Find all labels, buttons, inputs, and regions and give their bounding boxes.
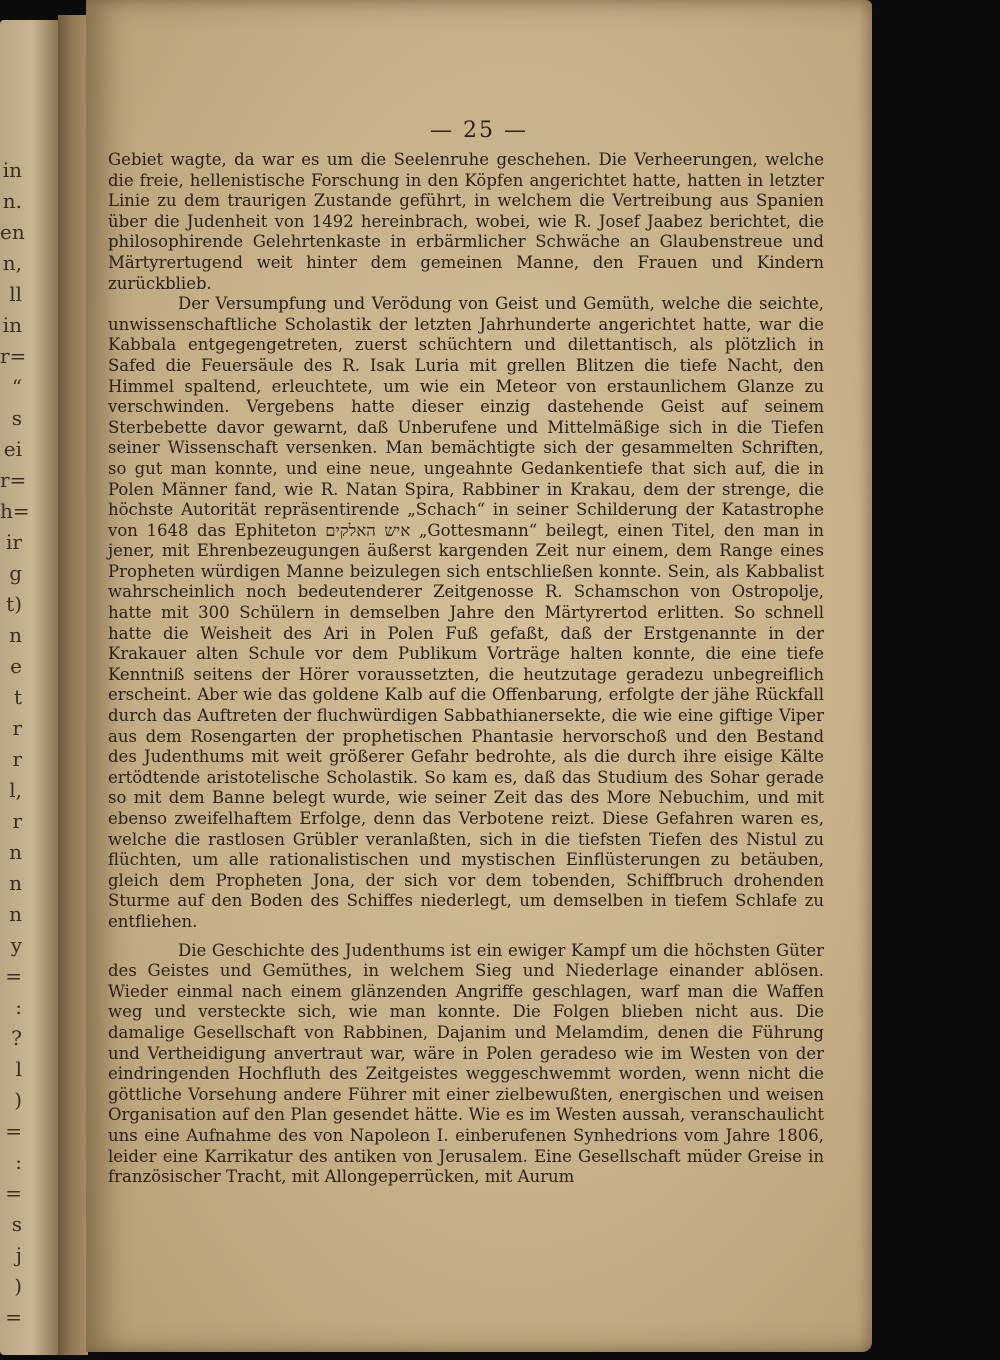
left-page-fragment: y — [10, 933, 22, 957]
paragraph-3: Die Geschichte des Judenthums ist ein ewiger Kampf um die höchsten Güter des Geistes und Gemüthes, in welchem Sieg und Niederlage einander ablösen. Wieder einmal nach einem glänzenden Angriffe geschlagen, warf man die Waffen weg und versteckte sich, wie man konnte. Die Folgen blieben nicht aus. Die damalige Gesellschaft von Rabbinen, Dajanim und Melamdim, denen die Führung und Vertheidigung anvertraut war, wäre in Polen geradeso wie im Westen von der eindringenden Hochfluth des Zeitgeistes weggeschwemmt worden, wenn nicht die göttliche Vorsehung andere Führer mit einer zielbewußten, energischen und weisen Organisation auf den Plan gesendet hätte. Wie es im Westen aussah, veranschaulicht uns eine Aufnahme des von Napoleon I. einberufenen Synhedrions vom Jahre 1806, leider eine Karrikatur des antiken von Jerusalem. Eine Gesellschaft müder Greise in französischer Tracht, mit Allongeperrücken, mit Aurum — [108, 940, 824, 1187]
left-page-fragment: ) — [14, 1274, 22, 1298]
scan-background — [872, 0, 1000, 1360]
left-page-fragment: n — [9, 623, 22, 647]
left-page-fragment: e — [10, 654, 22, 678]
page-number: — 25 — — [430, 118, 528, 143]
left-page-fragment: ei — [3, 437, 22, 461]
left-page-fragment: ir — [6, 530, 22, 554]
paragraph-2: Der Versumpfung und Verödung von Geist und Gemüth, welche die seichte, unwissenschaftliche Scholastik der letzten Jahrhunderte angerichtet hatte, war die Kabbala entgegengetreten, zuerst schüchtern und dilettantisch, als plötzlich in Safed die Feuersäule des R. Isak Luria mit grellen Blitzen die tiefe Nacht, den Himmel spaltend, erleuchtete, um wie ein Meteor von erstaunlichem Glanze zu verschwinden. Vergebens hatte dieser einzig dastehende Geist auf seinem Sterbebette davor gewarnt, daß Unberufene und Mittelmäßige sich in die Tiefen seiner Wissenschaft versenken. Man bemächtigte sich der gesammelten Schriften, so gut man konnte, und eine neue, ungeahnte Gedankentiefe that sich auf, die in Polen Männer fand, wie R. Natan Spira, Rabbiner in Krakau, dem der strenge, die höchste Autorität repräsentirende „Schach“ in seiner Schilderung der Katastrophe von 1648 das Ephiteton איש האלקים „Gottesmann“ beilegt, einen Titel, den man in jener, mit Ehrenbezeugungen äußerst kargenden Zeit nur einem, dem Range eines Propheten würdigen Manne beizulegen sich entschließen konnte. Sein, als Kabbalist wahrscheinlich noch bedeutenderer Zeitgenosse R. Schamschon von Ostropolje, hatte mit 300 Schülern in demselben Jahre den Märtyrertod erlitten. So schnell hatte die Weisheit des Ari in Polen Fuß gefaßt, daß der Erstgenannte in der Krakauer alten Schule vor dem Publikum Vorträge halten konnte, die eine tiefe Kenntniß seitens der Hörer voraussetzten, die heutzutage geradezu unbegreiflich erscheint. Aber wie das goldene Kalb auf die Offenbarung, erfolgte der jähe Rückfall durch das Auftreten der fluchwürdigen Sabbathianersekte, die wie eine giftige Viper aus dem Rosengarten der prophetischen Phantasie hervorschoß und den Bestand des Judenthums mit weit größerer Gefahr bedrohte, als die durch ihre eisige Kälte ertödtende aristotelische Scholastik. So kam es, daß das Studium des Sohar gerade so mit dem Banne belegt wurde, wie seiner Zeit das des More Nebuchim, und mit ebenso zweifelhaftem Erfolge, denn das Verbotene reizt. Diese Gefahren waren es, welche die rastlosen Grübler veranlaßten, sich in die tiefsten Tiefen des Nistul zu flüchten, um alle rationalistischen und mystischen Einflüsterungen zu betäuben, gleich dem Propheten Jona, der sich vor dem tobenden, Schiffbruch drohenden Sturme auf den Boden des Schiffes niederlegt, um demselben in tiefem Schlafe zu entfliehen. — [108, 294, 824, 931]
left-page-fragment: n. — [2, 189, 22, 213]
left-page-edge — [0, 20, 58, 1355]
left-page-fragment: r= — [0, 344, 27, 368]
left-page-fragment: ? — [11, 1026, 22, 1050]
left-page-fragment: r= — [0, 468, 27, 492]
left-page-fragment: n — [9, 871, 22, 895]
left-page-fragment: r — [12, 716, 22, 740]
left-page-fragment: ll — [9, 282, 22, 306]
left-page-fragment: : — [15, 995, 22, 1019]
left-page-fragment: t — [13, 685, 22, 709]
left-page-fragment: in — [2, 313, 22, 337]
left-page-fragment: r — [12, 747, 22, 771]
page-body — [108, 150, 824, 1188]
left-page-fragment: h= — [0, 499, 30, 523]
left-page-fragment: = — [5, 1181, 22, 1205]
left-page-fragment: s — [11, 406, 22, 430]
left-page-fragment: : — [15, 1150, 22, 1174]
left-page-fragment: = — [5, 1305, 22, 1329]
left-page-fragment: r — [12, 809, 22, 833]
left-page-fragment: s — [11, 1212, 22, 1236]
left-page-fragment: j — [15, 1243, 22, 1267]
left-page-fragment: “ — [11, 375, 22, 399]
left-page-fragment: ) — [14, 1088, 22, 1112]
book-gutter — [58, 15, 88, 1355]
left-page-fragment: n, — [2, 251, 22, 275]
left-page-fragment: l — [15, 1057, 22, 1081]
left-page-fragment: t) — [6, 592, 22, 616]
left-page-fragment: = — [5, 1119, 22, 1143]
left-page-fragment: g — [9, 561, 22, 585]
left-page-fragment: l, — [9, 778, 22, 802]
right-page — [86, 0, 872, 1352]
left-page-fragment: = — [5, 964, 22, 988]
left-page-fragment: n — [9, 902, 22, 926]
left-page-fragment: n — [9, 840, 22, 864]
left-page-fragment: in — [2, 158, 22, 182]
left-page-fragment: en — [0, 220, 25, 244]
paragraph-1: Gebiet wagte, da war es um die Seelenruhe geschehen. Die Verheerungen, welche die freie, hellenistische Forschung in den Köpfen angerichtet hatte, hatten in letzter Linie zu dem traurigen Zustande geführt, in welchem die Vertreibung aus Spanien über die Judenheit von 1492 hereinbrach, wobei, wie R. Josef Jaabez berichtet, die philosophirende Gelehrtenkaste in erbärmlicher Schwäche an Glaubenstreue und Märtyrertugend weit hinter dem gemeinen Manne, den Frauen und Kindern zurückblieb. — [108, 150, 824, 293]
